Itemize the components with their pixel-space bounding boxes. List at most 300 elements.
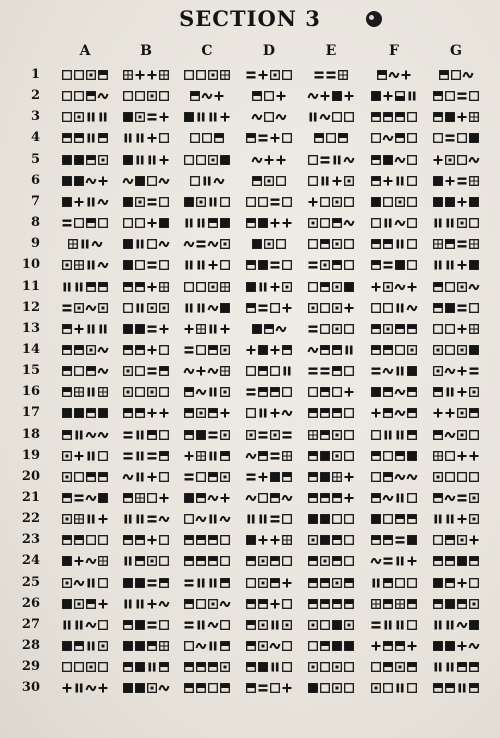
- open-square-icon: [345, 409, 354, 418]
- bars-symbol-icon: [137, 599, 144, 608]
- open-square-icon: [221, 261, 230, 270]
- equals-symbol-icon: [148, 368, 157, 375]
- half-filled-square-icon: [247, 557, 256, 566]
- open-square-icon: [221, 557, 230, 566]
- symbol-cell-a-5: [59, 153, 111, 167]
- open-square-icon: [75, 473, 84, 482]
- squiggle-symbol-icon: [209, 496, 218, 500]
- plus-symbol-icon: [458, 261, 467, 270]
- open-square-icon: [209, 684, 218, 693]
- symbol-group-icon: [305, 343, 357, 357]
- symbol-group-icon: [368, 68, 420, 82]
- filled-square-icon: [458, 557, 467, 566]
- row-number: 16: [21, 384, 40, 400]
- symbol-group-icon: [120, 618, 172, 632]
- open-square-icon: [384, 303, 393, 312]
- filled-square-icon: [446, 303, 455, 312]
- grid-square-icon: [197, 451, 206, 460]
- filled-square-icon: [333, 642, 342, 651]
- symbol-cell-e-13: [305, 322, 357, 336]
- open-square-icon: [309, 176, 318, 185]
- dot-square-icon: [321, 261, 330, 270]
- bars-symbol-icon: [76, 684, 83, 693]
- symbol-group-icon: [59, 301, 111, 315]
- squiggle-symbol-icon: [75, 581, 84, 585]
- row-number: 26: [21, 595, 40, 611]
- symbol-cell-b-30: [120, 681, 172, 695]
- equals-symbol-icon: [185, 346, 194, 353]
- symbol-group-icon: [59, 597, 111, 611]
- open-square-icon: [160, 92, 169, 101]
- symbol-cell-c-24: [181, 554, 233, 568]
- equals-symbol-icon: [197, 241, 206, 248]
- squiggle-symbol-icon: [160, 686, 169, 690]
- filled-square-icon: [253, 240, 262, 249]
- open-square-icon: [434, 536, 443, 545]
- half-filled-square-icon: [247, 599, 256, 608]
- symbol-cell-c-11: [181, 280, 233, 294]
- equals-symbol-icon: [185, 473, 194, 480]
- plus-symbol-icon: [215, 92, 224, 101]
- dot-square-icon: [148, 92, 157, 101]
- half-filled-square-icon: [197, 663, 206, 672]
- symbol-cell-g-25: [430, 576, 482, 590]
- filled-square-icon: [136, 324, 145, 333]
- squiggle-symbol-icon: [470, 284, 479, 288]
- symbol-group-icon: [120, 364, 172, 378]
- symbol-group-icon: [243, 639, 295, 653]
- plus-symbol-icon: [136, 71, 145, 80]
- squiggle-symbol-icon: [464, 73, 473, 77]
- bars-symbol-icon: [322, 176, 329, 185]
- dot-square-icon: [75, 599, 84, 608]
- squiggle-symbol-icon: [247, 496, 256, 500]
- plus-symbol-icon: [321, 92, 330, 101]
- symbol-cell-f-17: [368, 406, 420, 420]
- filled-square-icon: [259, 219, 268, 228]
- plus-symbol-icon: [148, 282, 157, 291]
- symbol-group-icon: [430, 491, 482, 505]
- bars-symbol-icon: [435, 261, 442, 270]
- open-square-icon: [321, 324, 330, 333]
- open-square-icon: [470, 430, 479, 439]
- row-number: 9: [30, 236, 40, 252]
- symbol-group-icon: [120, 428, 172, 442]
- symbol-group-icon: [368, 364, 420, 378]
- open-square-icon: [197, 473, 206, 482]
- filled-square-icon: [333, 621, 342, 630]
- plus-symbol-icon: [277, 155, 286, 164]
- half-filled-square-icon: [309, 494, 318, 503]
- half-filled-square-icon: [384, 578, 393, 587]
- symbol-cell-g-15: [430, 364, 482, 378]
- symbol-group-icon: [181, 428, 233, 442]
- filled-square-icon: [321, 451, 330, 460]
- equals-symbol-icon: [271, 452, 280, 459]
- half-filled-square-icon: [197, 536, 206, 545]
- open-square-icon: [283, 134, 292, 143]
- symbol-cell-b-3: [120, 110, 172, 124]
- half-filled-square-icon: [221, 451, 230, 460]
- squiggle-symbol-icon: [345, 158, 354, 162]
- filled-square-icon: [434, 578, 443, 587]
- symbol-cell-a-14: [59, 343, 111, 357]
- equals-symbol-icon: [384, 558, 393, 565]
- squiggle-symbol-icon: [221, 602, 230, 606]
- squiggle-symbol-icon: [209, 623, 218, 627]
- bars-symbol-icon: [125, 134, 132, 143]
- symbol-group-icon: [59, 153, 111, 167]
- equals-symbol-icon: [458, 495, 467, 502]
- filled-square-icon: [221, 303, 230, 312]
- open-square-icon: [136, 92, 145, 101]
- symbol-group-icon: [181, 174, 233, 188]
- open-square-icon: [160, 621, 169, 630]
- half-filled-square-icon: [99, 71, 108, 80]
- plus-symbol-icon: [160, 494, 169, 503]
- squiggle-symbol-icon: [215, 179, 224, 183]
- bars-symbol-icon: [198, 113, 205, 122]
- symbol-cell-d-21: [243, 491, 295, 505]
- half-filled-square-icon: [372, 261, 381, 270]
- half-filled-square-icon: [75, 134, 84, 143]
- symbol-cell-c-10: [181, 258, 233, 272]
- dot-square-icon: [87, 663, 96, 672]
- symbol-cell-c-26: [181, 597, 233, 611]
- symbol-cell-e-22: [305, 512, 357, 526]
- symbol-group-icon: [430, 512, 482, 526]
- open-square-icon: [221, 198, 230, 207]
- symbol-group-icon: [181, 449, 233, 463]
- symbol-group-icon: [368, 216, 420, 230]
- plus-symbol-icon: [185, 324, 194, 333]
- plus-symbol-icon: [221, 324, 230, 333]
- open-square-icon: [408, 494, 417, 503]
- half-filled-square-icon: [197, 494, 206, 503]
- open-square-icon: [470, 92, 479, 101]
- half-filled-square-icon: [309, 473, 318, 482]
- symbol-cell-g-8: [430, 216, 482, 230]
- open-square-icon: [408, 684, 417, 693]
- symbol-group-icon: [430, 428, 482, 442]
- dot-square-icon: [384, 324, 393, 333]
- half-filled-square-icon: [309, 409, 318, 418]
- open-square-icon: [372, 430, 381, 439]
- filled-square-icon: [372, 388, 381, 397]
- dot-square-icon: [124, 367, 133, 376]
- bars-symbol-icon: [76, 430, 83, 439]
- symbol-group-icon: [59, 258, 111, 272]
- grid-square-icon: [309, 430, 318, 439]
- bars-symbol-icon: [459, 684, 466, 693]
- symbol-cell-e-20: [305, 470, 357, 484]
- row-number: 12: [21, 299, 40, 315]
- plus-symbol-icon: [408, 642, 417, 651]
- half-filled-square-icon: [408, 324, 417, 333]
- open-square-icon: [63, 663, 72, 672]
- open-square-icon: [345, 198, 354, 207]
- symbol-group-icon: [59, 131, 111, 145]
- symbol-cell-a-2: [59, 89, 111, 103]
- filled-square-icon: [99, 494, 108, 503]
- plus-symbol-icon: [221, 409, 230, 418]
- open-square-icon: [327, 134, 336, 143]
- symbol-group-icon: [305, 681, 357, 695]
- squiggle-symbol-icon: [124, 475, 133, 479]
- symbol-cell-b-8: [120, 216, 172, 230]
- grid-square-icon: [75, 388, 84, 397]
- bars-symbol-icon: [435, 219, 442, 228]
- half-filled-square-icon: [259, 388, 268, 397]
- symbol-cell-d-29: [243, 660, 295, 674]
- symbol-cell-b-14: [120, 343, 172, 357]
- bars-symbol-icon: [210, 642, 217, 651]
- squiggle-symbol-icon: [160, 602, 169, 606]
- symbol-cell-d-30: [243, 681, 295, 695]
- open-square-icon: [75, 367, 84, 376]
- open-square-icon: [124, 303, 133, 312]
- open-square-icon: [384, 451, 393, 460]
- symbol-group-icon: [181, 237, 233, 251]
- dot-square-icon: [63, 473, 72, 482]
- symbol-cell-g-28: [430, 639, 482, 653]
- squiggle-symbol-icon: [197, 644, 206, 648]
- bars-symbol-icon: [64, 620, 71, 629]
- filled-square-icon: [321, 515, 330, 524]
- dot-square-icon: [396, 663, 405, 672]
- row-number: 22: [21, 511, 40, 527]
- equals-symbol-icon: [446, 135, 455, 142]
- symbol-group-icon: [243, 618, 295, 632]
- plus-symbol-icon: [283, 578, 292, 587]
- half-filled-square-icon: [185, 409, 194, 418]
- symbol-group-icon: [181, 491, 233, 505]
- symbol-cell-g-3: [430, 110, 482, 124]
- symbol-cell-e-9: [305, 237, 357, 251]
- symbol-cell-a-9: [59, 237, 111, 251]
- dot-square-icon: [458, 346, 467, 355]
- dot-square-icon: [221, 240, 230, 249]
- dot-square-icon: [345, 621, 354, 630]
- bars-symbol-icon: [76, 620, 83, 629]
- grid-square-icon: [160, 71, 169, 80]
- squiggle-symbol-icon: [99, 94, 108, 98]
- symbol-cell-c-28: [181, 639, 233, 653]
- symbol-cell-c-15: [181, 364, 233, 378]
- symbol-cell-e-21: [305, 491, 357, 505]
- symbol-cell-b-18: [120, 428, 172, 442]
- plus-symbol-icon: [458, 324, 467, 333]
- open-square-icon: [384, 515, 393, 524]
- half-filled-square-icon: [63, 346, 72, 355]
- symbol-group-icon: [430, 280, 482, 294]
- grid-square-icon: [197, 324, 206, 333]
- row-number: 28: [21, 638, 40, 654]
- filled-square-icon: [75, 409, 84, 418]
- bars-symbol-icon: [100, 113, 107, 122]
- half-filled-square-icon: [247, 684, 256, 693]
- symbol-group-icon: [120, 406, 172, 420]
- symbol-group-icon: [59, 512, 111, 526]
- dot-square-icon: [259, 578, 268, 587]
- sun-mark-icon: [366, 11, 382, 27]
- symbol-cell-d-16: [243, 385, 295, 399]
- open-square-icon: [185, 642, 194, 651]
- bars-symbol-icon: [310, 113, 317, 122]
- plus-symbol-icon: [458, 515, 467, 524]
- bars-symbol-icon: [125, 515, 132, 524]
- symbol-group-icon: [368, 89, 420, 103]
- open-square-icon: [75, 219, 84, 228]
- bars-symbol-icon: [137, 155, 144, 164]
- symbol-cell-b-23: [120, 533, 172, 547]
- squiggle-symbol-icon: [470, 158, 479, 162]
- half-filled-square-icon: [209, 663, 218, 672]
- half-filled-square-icon: [63, 367, 72, 376]
- column-header-e: E: [325, 43, 337, 59]
- filled-square-icon: [372, 92, 381, 101]
- half-filled-square-icon: [434, 430, 443, 439]
- half-filled-square-icon: [470, 557, 479, 566]
- bars-symbol-icon: [272, 663, 279, 672]
- squiggle-symbol-icon: [87, 686, 96, 690]
- open-square-icon: [160, 134, 169, 143]
- half-filled-square-icon: [408, 599, 417, 608]
- symbol-group-icon: [305, 660, 357, 674]
- symbol-group-icon: [243, 258, 295, 272]
- symbol-cell-f-12: [368, 301, 420, 315]
- half-filled-square-icon: [434, 599, 443, 608]
- bars-symbol-icon: [88, 324, 95, 333]
- dot-square-icon: [384, 282, 393, 291]
- symbol-group-icon: [430, 618, 482, 632]
- plus-symbol-icon: [345, 472, 354, 481]
- filled-square-icon: [124, 324, 133, 333]
- filled-square-icon: [446, 599, 455, 608]
- symbol-cell-e-27: [305, 618, 357, 632]
- symbol-cell-f-15: [368, 364, 420, 378]
- symbol-cell-e-28: [305, 639, 357, 653]
- open-square-icon: [408, 578, 417, 587]
- symbol-cell-b-21: [120, 491, 172, 505]
- plus-symbol-icon: [148, 219, 157, 228]
- row-number: 18: [21, 426, 40, 442]
- bars-symbol-icon: [76, 282, 83, 291]
- symbol-group-icon: [430, 470, 482, 484]
- symbol-group-icon: [305, 174, 357, 188]
- symbol-cell-b-28: [120, 639, 172, 653]
- symbol-cell-f-21: [368, 491, 420, 505]
- equals-symbol-icon: [148, 452, 157, 459]
- dot-square-icon: [148, 684, 157, 693]
- dot-square-icon: [333, 578, 342, 587]
- grid-square-icon: [470, 176, 479, 185]
- symbol-cell-d-14: [243, 343, 295, 357]
- half-filled-square-icon: [384, 388, 393, 397]
- row-number: 30: [21, 680, 40, 696]
- open-square-icon: [136, 219, 145, 228]
- dot-square-icon: [265, 176, 274, 185]
- symbol-cell-d-20: [243, 470, 295, 484]
- symbol-cell-e-8: [305, 216, 357, 230]
- filled-square-icon: [99, 409, 108, 418]
- filled-square-icon: [470, 198, 479, 207]
- half-filled-square-icon: [124, 621, 133, 630]
- symbol-cell-a-11: [59, 280, 111, 294]
- symbol-cell-e-14: [305, 343, 357, 357]
- symbol-group-icon: [243, 597, 295, 611]
- half-filled-square-icon: [408, 388, 417, 397]
- filled-square-icon: [345, 282, 354, 291]
- equals-symbol-icon: [148, 621, 157, 628]
- symbol-group-icon: [181, 660, 233, 674]
- bars-symbol-icon: [137, 472, 144, 481]
- half-filled-square-icon: [87, 599, 96, 608]
- open-square-icon: [333, 388, 342, 397]
- half-filled-square-icon: [396, 113, 405, 122]
- symbol-cell-f-1: [368, 68, 420, 82]
- symbol-cell-d-24: [243, 554, 295, 568]
- symbol-group-icon: [120, 153, 172, 167]
- symbol-group-icon: [430, 195, 482, 209]
- symbol-group-icon: [368, 131, 420, 145]
- grid-square-icon: [470, 113, 479, 122]
- symbol-cell-f-3: [368, 110, 420, 124]
- open-square-icon: [197, 346, 206, 355]
- symbol-cell-f-26: [368, 597, 420, 611]
- symbol-group-icon: [120, 216, 172, 230]
- grid-square-icon: [470, 240, 479, 249]
- symbol-group-icon: [430, 216, 482, 230]
- squiggle-symbol-icon: [384, 496, 393, 500]
- symbol-cell-c-14: [181, 343, 233, 357]
- symbol-cell-c-7: [181, 195, 233, 209]
- half-filled-square-icon: [209, 557, 218, 566]
- open-square-icon: [63, 92, 72, 101]
- open-square-icon: [309, 388, 318, 397]
- half-filled-square-icon: [124, 536, 133, 545]
- squiggle-symbol-icon: [87, 559, 96, 563]
- bars-symbol-icon: [88, 642, 95, 651]
- open-square-icon: [197, 599, 206, 608]
- symbol-cell-e-5: [305, 153, 357, 167]
- symbol-cell-g-4: [430, 131, 482, 145]
- half-filled-square-icon: [185, 557, 194, 566]
- symbol-cell-a-18: [59, 428, 111, 442]
- plus-symbol-icon: [99, 599, 108, 608]
- half-filled-square-icon: [124, 409, 133, 418]
- half-filled-square-icon: [136, 557, 145, 566]
- plus-symbol-icon: [75, 324, 84, 333]
- symbol-cell-b-26: [120, 597, 172, 611]
- equals-symbol-icon: [384, 262, 393, 269]
- symbol-cell-g-27: [430, 618, 482, 632]
- dot-square-icon: [209, 599, 218, 608]
- row-number: 8: [30, 215, 40, 231]
- open-square-icon: [160, 388, 169, 397]
- dot-square-icon: [345, 176, 354, 185]
- half-filled-square-icon: [209, 409, 218, 418]
- open-square-icon: [185, 155, 194, 164]
- symbol-cell-c-13: [181, 322, 233, 336]
- half-filled-square-icon: [253, 176, 262, 185]
- symbol-group-icon: [305, 89, 357, 103]
- open-square-icon: [408, 134, 417, 143]
- squiggle-symbol-icon: [124, 179, 133, 183]
- symbol-group-icon: [368, 110, 420, 124]
- equals-symbol-icon: [259, 431, 268, 438]
- symbol-cell-g-21: [430, 491, 482, 505]
